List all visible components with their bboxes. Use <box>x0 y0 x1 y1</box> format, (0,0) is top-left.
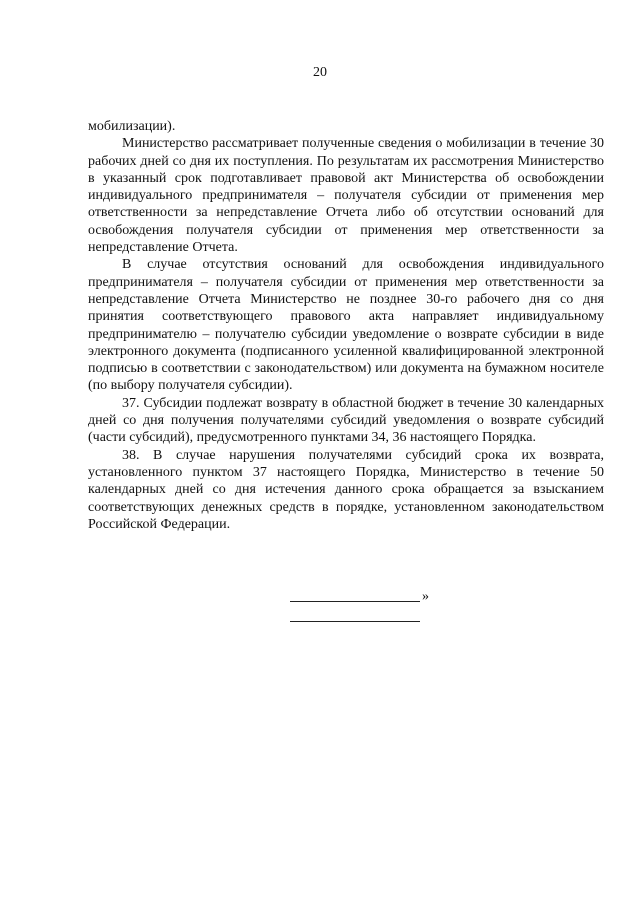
paragraph-continuation: мобилизации). <box>88 119 176 134</box>
document-body <box>88 118 604 533</box>
paragraph-clause-38: 38. В случае нарушения получателями субсидий срока их возврата, установленного пунктом 37 настоящего Порядка, Министерство в течение 50 календарных дней со дня истечения данного срока обращается за взысканием соответствующих денежных средств в порядке, установленном законодательством Российской Федерации. <box>88 447 604 532</box>
paragraph-refund-notice: В случае отсутствия оснований для освобождения индивидуального предпринимателя – получателя субсидии от применения мер ответственности за непредставление Отчета Министерство не позднее 30-го рабочего дня со дня принятия соответствующего правового акта направляет индивидуальному предпринимателю – получателю субсидии уведомление о возврате субсидии в виде электронного документа (подписанного усиленной квалифицированной электронной подписью в соответствии с законодательством) или документа на бумажном носителе (по выбору получателя субсидии). <box>88 257 604 394</box>
paragraph-mobilization-review: Министерство рассматривает полученные сведения о мобилизации в течение 30 рабочих дней со дня их поступления. По результатам их рассмотрения Министерство в указанный срок подготавливает правовой акт Министерства об освобождении индивидуального предпринимателя – получателя субсидии от применения мер ответственности за непредставление Отчета либо об отсутствии оснований для освобождения получателя субсидии от применения мер ответственности за непредставление Отчета. <box>88 136 604 256</box>
closing-rule-secondary <box>290 621 420 622</box>
closing-rule <box>290 601 420 602</box>
closing-quote-mark: » <box>422 589 429 604</box>
paragraph-clause-37: 37. Субсидии подлежат возврату в областной бюджет в течение 30 календарных дней со дня получения получателями субсидий уведомления о возврате субсидий (части субсидий), предусмотренного пунктами 34, 36 настоящего Порядка. <box>88 395 604 446</box>
page-number: 20 <box>313 65 327 80</box>
